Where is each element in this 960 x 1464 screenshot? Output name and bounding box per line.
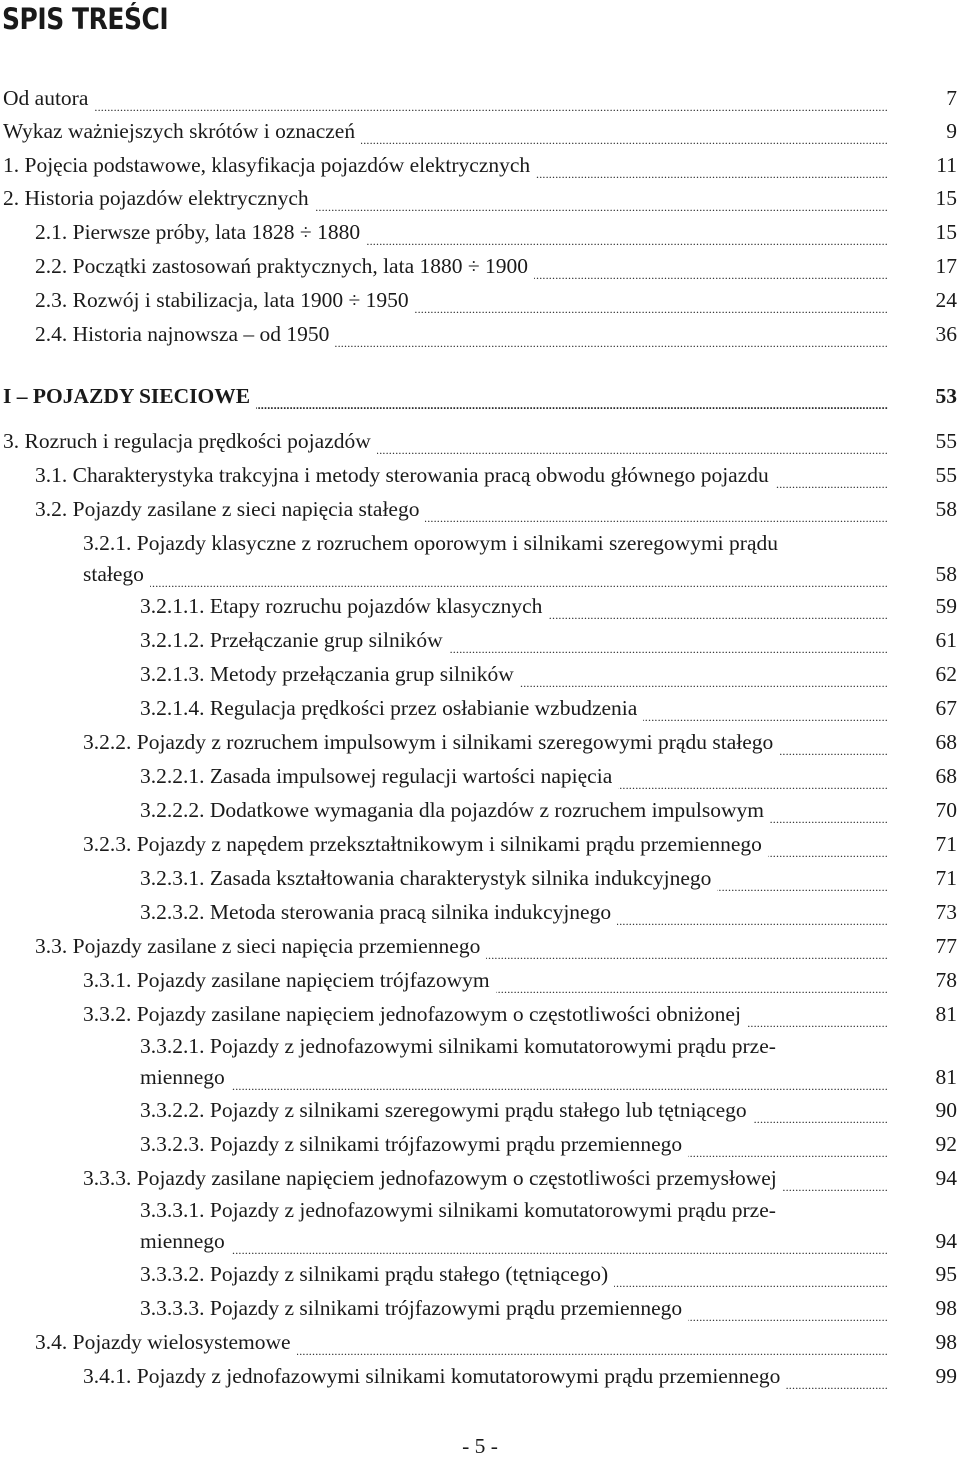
toc-entry[interactable] [83, 966, 960, 994]
toc-entry[interactable] [140, 1096, 960, 1124]
toc-entry-label: 3.3.3.3. Pojazdy z silnikami trójfazowymi prądu przemiennego [140, 1294, 686, 1322]
toc-entry-label: 3.2.2.2. Dodatkowe wymagania dla pojazdów z rozruchem impulsowym [140, 796, 768, 824]
toc-entry-label: 3.3. Pojazdy zasilane z sieci napięcia przemiennego [35, 932, 484, 960]
dot-leader [688, 1294, 888, 1322]
toc-entry-label: Wykaz ważniejszych skrótów i oznaczeń [3, 117, 359, 145]
toc-entry[interactable] [140, 1294, 960, 1322]
toc-entry[interactable] [83, 1164, 960, 1192]
dot-leader [643, 694, 888, 722]
toc-entry-label: 3.3.3.1. Pojazdy z jednofazowymi silnikami komutatorowymi prądu prze- [140, 1196, 780, 1224]
toc-entry-label: 3.2.3. Pojazdy z napędem przekształtnikowym i silnikami prądu przemiennego [83, 830, 766, 858]
toc-entry[interactable] [83, 1362, 960, 1390]
toc-entry[interactable] [3, 84, 960, 112]
toc-entry-label: 3.3.2.2. Pojazdy z silnikami szeregowymi prądu stałego lub tętniącego [140, 1096, 751, 1124]
toc-entry-page: 71 [935, 866, 957, 890]
toc-entry-page: 98 [935, 1296, 957, 1320]
dot-leader [496, 966, 888, 994]
toc-entry[interactable] [140, 626, 960, 654]
dot-leader [779, 728, 888, 756]
toc-entry[interactable] [140, 1260, 960, 1288]
dot-leader [747, 1000, 888, 1028]
toc-entry[interactable] [3, 184, 960, 212]
toc-entry-label: 2.4. Historia najnowsza – od 1950 [35, 320, 333, 348]
toc-entry-label: 2.1. Pierwsze próby, lata 1828 ÷ 1880 [35, 218, 364, 246]
toc-entry-page: 94 [935, 1229, 957, 1253]
toc-entry-label: 3.2.1.3. Metody przełączania grup silników [140, 660, 518, 688]
toc-entry[interactable] [83, 830, 960, 858]
toc-entry-page: 68 [935, 730, 957, 754]
toc-entry-label: 3.2. Pojazdy zasilane z sieci napięcia stałego [35, 495, 423, 523]
dot-leader [688, 1130, 888, 1158]
toc-entry[interactable] [140, 1130, 960, 1158]
dot-leader [717, 864, 888, 892]
dot-leader [614, 1260, 888, 1288]
toc-entry-label: 3.2.1.4. Regulacja prędkości przez osłabianie wzbudzenia [140, 694, 641, 722]
dot-leader [618, 762, 888, 790]
toc-entry-page: 81 [935, 1002, 957, 1026]
toc-entry-page: 71 [935, 832, 957, 856]
toc-entry-page: 53 [935, 384, 957, 408]
toc-entry-label: Od autora [3, 84, 92, 112]
dot-leader [768, 830, 888, 858]
toc-entry[interactable] [3, 151, 960, 179]
toc-entry-label: miennego [140, 1227, 229, 1255]
dot-leader [231, 1063, 888, 1091]
toc-entry-label: stałego [83, 560, 148, 588]
dot-leader [415, 286, 888, 314]
toc-entry-page: 78 [935, 968, 957, 992]
toc-entry-label: 3.3.2.1. Pojazdy z jednofazowymi silnikami komutatorowymi prądu prze- [140, 1032, 780, 1060]
dot-leader [548, 592, 888, 620]
toc-entry[interactable] [35, 320, 960, 348]
toc-entry[interactable] [140, 796, 960, 824]
toc-entry[interactable] [3, 427, 960, 455]
toc-entry-label: 3.4. Pojazdy wielosystemowe [35, 1328, 295, 1356]
toc-entry[interactable] [140, 1196, 960, 1255]
toc-entry-page: 98 [935, 1330, 957, 1354]
toc-entry-page: 15 [935, 186, 957, 210]
toc-entry[interactable] [83, 1000, 960, 1028]
toc-entry[interactable] [35, 218, 960, 246]
toc-entry-page: 92 [935, 1132, 957, 1156]
toc-entry[interactable] [35, 495, 960, 523]
toc-entry[interactable] [83, 529, 960, 588]
toc-entry-label: 3.2.3.2. Metoda sterowania pracą silnika indukcyjnego [140, 898, 615, 926]
toc-entry-label: 3.3.3. Pojazdy zasilane napięciem jednofazowym o częstotliwości przemysłowej [83, 1164, 781, 1192]
toc-entry[interactable] [35, 1328, 960, 1356]
toc-entry[interactable] [35, 252, 960, 280]
toc-entry[interactable] [140, 1032, 960, 1091]
toc-entry-label: 3.2.3.1. Zasada kształtowania charakterystyk silnika indukcyjnego [140, 864, 715, 892]
dot-leader [486, 932, 888, 960]
toc-entry-label: I – POJAZDY SIECIOWE [3, 382, 254, 410]
toc-entry-page: 62 [935, 662, 957, 686]
toc-entry-page: 81 [935, 1065, 957, 1089]
toc-entry-page: 15 [935, 220, 957, 244]
toc-entry-page: 77 [935, 934, 957, 958]
toc-entry-label: 2.3. Rozwój i stabilizacja, lata 1900 ÷ 1950 [35, 286, 413, 314]
toc-entry-label: 3.2.1.2. Przełączanie grup silników [140, 626, 447, 654]
dot-leader [366, 218, 888, 246]
toc-entry-page: 90 [935, 1098, 957, 1122]
dot-leader [775, 461, 888, 489]
dot-leader [786, 1362, 888, 1390]
toc-entry-page: 68 [935, 764, 957, 788]
toc-entry-label: 3.4.1. Pojazdy z jednofazowymi silnikami komutatorowymi prądu przemiennego [83, 1362, 784, 1390]
dot-leader [256, 382, 888, 410]
dot-leader [94, 84, 888, 112]
toc-entry-page: 94 [935, 1166, 957, 1190]
toc-entry-label: 3.2.1. Pojazdy klasyczne z rozruchem oporowym i silnikami szeregowymi prądu [83, 529, 782, 557]
dot-leader [425, 495, 888, 523]
dot-leader [315, 184, 888, 212]
toc-entry-page: 70 [935, 798, 957, 822]
dot-leader [449, 626, 888, 654]
toc-entry-page: 73 [935, 900, 957, 924]
dot-leader [536, 151, 888, 179]
toc-entry-page: 99 [935, 1364, 957, 1388]
toc-entry[interactable] [140, 898, 960, 926]
toc-entry-page: 59 [935, 594, 957, 618]
dot-leader [783, 1164, 888, 1192]
toc-entry-label: 3.2.2. Pojazdy z rozruchem impulsowym i silnikami szeregowymi prądu stałego [83, 728, 777, 756]
toc-entry[interactable] [140, 864, 960, 892]
toc-entry[interactable] [35, 286, 960, 314]
toc-entry-page: 7 [946, 86, 957, 110]
toc-entry[interactable] [3, 382, 960, 410]
toc-entry[interactable] [140, 762, 960, 790]
toc-entry-label: 3.3.3.2. Pojazdy z silnikami prądu stałego (tętniącego) [140, 1260, 612, 1288]
toc-entry-label: 3.2.2.1. Zasada impulsowej regulacji wartości napięcia [140, 762, 616, 790]
dot-leader [297, 1328, 888, 1356]
dot-leader [335, 320, 888, 348]
page-title: SPIS TREŚCI [2, 2, 169, 36]
dot-leader [617, 898, 888, 926]
toc-entry-label: 3.2.1.1. Etapy rozruchu pojazdów klasycznych [140, 592, 546, 620]
toc-entry-page: 55 [935, 463, 957, 487]
toc-entry-label: 3. Rozruch i regulacja prędkości pojazdów [3, 427, 375, 455]
toc-entry-page: 58 [935, 497, 957, 521]
dot-leader [231, 1227, 888, 1255]
toc-entry[interactable] [35, 461, 960, 489]
dot-leader [377, 427, 888, 455]
toc-entry-page: 58 [935, 562, 957, 586]
toc-entry-label: 3.3.2.3. Pojazdy z silnikami trójfazowymi prądu przemiennego [140, 1130, 686, 1158]
toc-entry[interactable] [3, 117, 960, 145]
toc-entry-page: 36 [935, 322, 957, 346]
dot-leader [753, 1096, 888, 1124]
toc-entry-label: 3.3.1. Pojazdy zasilane napięciem trójfazowym [83, 966, 494, 994]
toc-entry-label: 1. Pojęcia podstawowe, klasyfikacja pojazdów elektrycznych [3, 151, 534, 179]
toc-entry-page: 95 [935, 1262, 957, 1286]
dot-leader [361, 117, 888, 145]
toc-entry[interactable] [140, 694, 960, 722]
toc-entry[interactable] [140, 660, 960, 688]
toc-entry-page: 24 [935, 288, 957, 312]
toc-entry[interactable] [35, 932, 960, 960]
toc-entry-label: 2. Historia pojazdów elektrycznych [3, 184, 313, 212]
toc-entry-label: 3.3.2. Pojazdy zasilane napięciem jednofazowym o częstotliwości obniżonej [83, 1000, 745, 1028]
toc-entry-label: miennego [140, 1063, 229, 1091]
toc-entry-page: 67 [935, 696, 957, 720]
toc-entry-page: 11 [936, 153, 957, 177]
page-number: - 5 - [462, 1434, 498, 1458]
dot-leader [150, 560, 888, 588]
dot-leader [534, 252, 888, 280]
toc-entry-page: 55 [935, 429, 957, 453]
toc-entry-label: 3.1. Charakterystyka trakcyjna i metody sterowania pracą obwodu głównego pojazdu [35, 461, 773, 489]
toc-entry-page: 61 [935, 628, 957, 652]
dot-leader [520, 660, 888, 688]
toc-entry-page: 17 [935, 254, 957, 278]
toc-entry-label: 2.2. Początki zastosowań praktycznych, lata 1880 ÷ 1900 [35, 252, 532, 280]
toc-entry-page: 9 [946, 119, 957, 143]
toc-entry[interactable] [140, 592, 960, 620]
dot-leader [770, 796, 888, 824]
toc-entry[interactable] [83, 728, 960, 756]
